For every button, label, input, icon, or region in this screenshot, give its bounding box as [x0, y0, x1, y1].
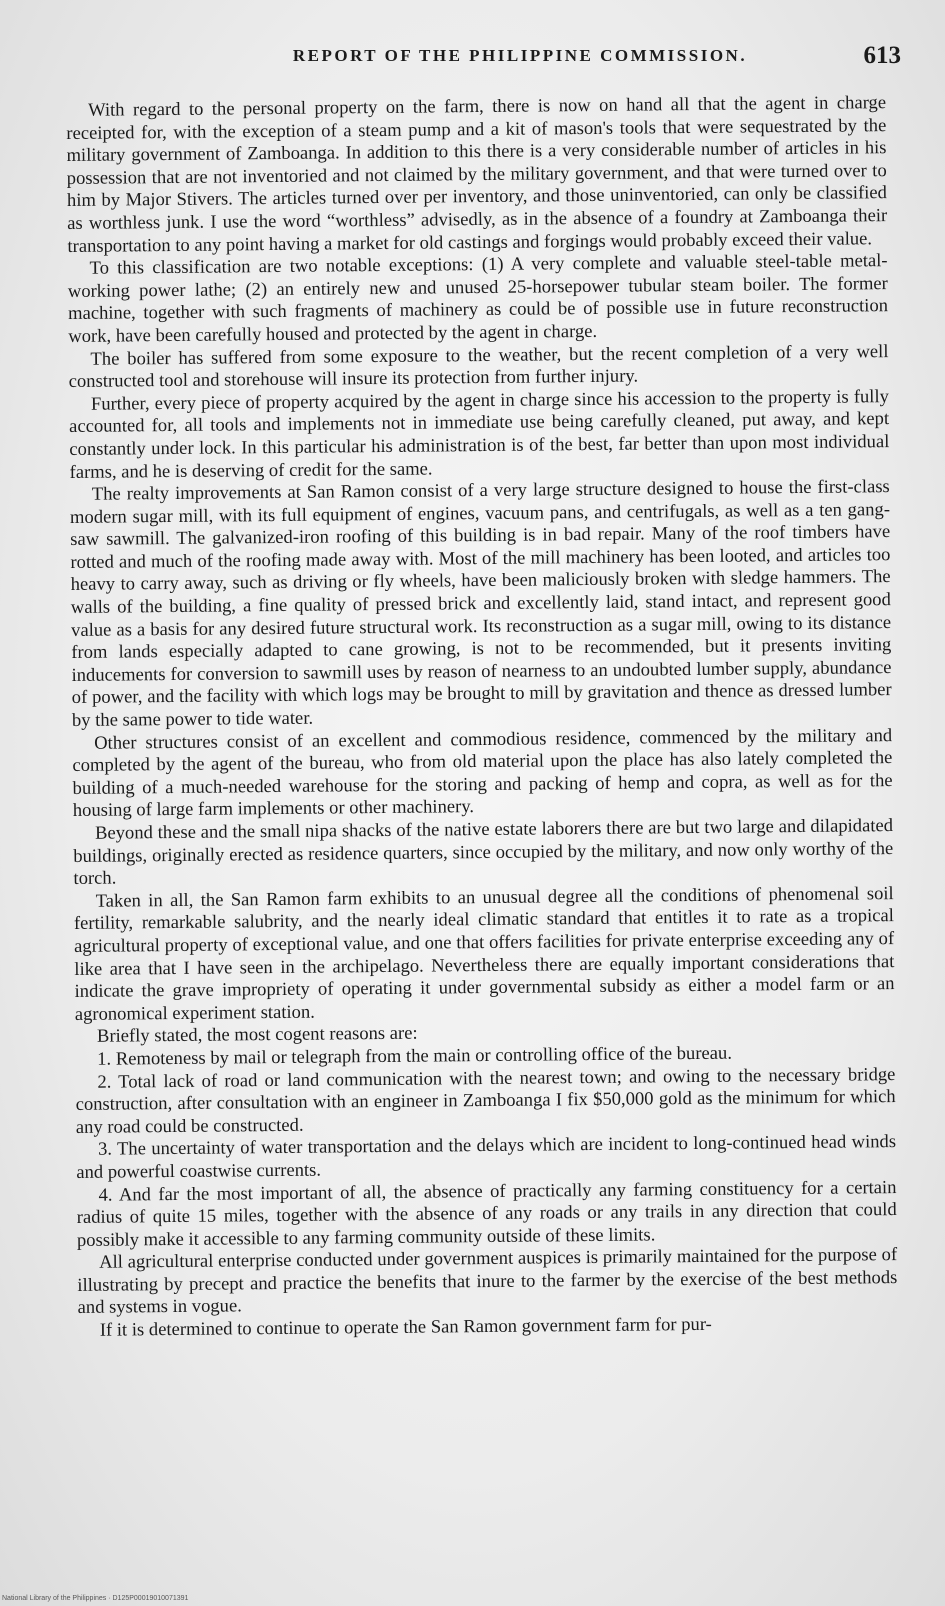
list-item-2: 2. Total lack of road or land communication with the nearest town; and owing to the necessary bridge construction, after consultation with an engineer in Zamboanga I fix $50,000 gold as the minimum for which any road could be constructed. — [75, 1063, 896, 1138]
paragraph-other-structures: Other structures consist of an excellent and commodious residence, commenced by the military and completed by the agent of the bureau, who from old material upon the place has also lately completed the building of a much-needed warehouse for the storing and packing of hemp and copra, as well as for the housing of large farm implements or other machinery. — [72, 724, 893, 822]
list-item-1: 1. Remoteness by mail or telegraph from the main or controlling office of the bureau. — [97, 1042, 733, 1070]
list-item-4: 4. And far the most important of all, the absence of practically any farming constituency for a certain radius of quite 15 miles, together with the absence of any roads or any trails in any direction that could possibly make it accessible to any farming community outside of these limits. — [76, 1176, 897, 1251]
paragraph-boiler: The boiler has suffered from some exposure to the weather, but the recent completion of a very well constructed tool and storehouse will insure its protection from further injury. — [68, 340, 889, 393]
paragraph-continuation: If it is determined to continue to operate the San Ramon government farm for pur- — [99, 1313, 712, 1341]
paragraph-exceptions: To this classification are two notable exceptions: (1) A very complete and valuable steel-table metal-working power lathe; (2) an entirely new and unused 25-horsepower tubular steam boiler. The former machine, together with such fragments of machinery as could be of possible use in future reconstruction work, have been carefully housed and protected by the agent in charge. — [67, 250, 889, 347]
paragraph-personal-property: With regard to the personal property on the farm, there is now on hand all that the agent in charge receipted for, with the exception of a steam pump and a kit of mason's tools that were sequestrated by the military government of Zamboanga. In addition to this there is a very considerable number of articles in his possession that are not inventoried and not claimed by the military government, and that were turned over to him by Major Stivers. The articles turned over per inventory, and those uninventoried, can only be classified as worthless junk. I use the word “worthless” advisedly, as in the absence of a foundry at Zamboanga their transportation to any point having a market for old castings and forgings would probably exceed their value. — [66, 92, 888, 257]
paragraph-agricultural-enterprise: All agricultural enterprise conducted under government auspices is primarily maintained for the purpose of illustrating by precept and practice the benefits that inure to the farmer by the exercise of the best methods and systems in vogue. — [77, 1244, 898, 1319]
running-head: REPORT OF THE PHILIPPINE COMMISSION. — [292, 46, 748, 65]
page-number: 613 — [863, 42, 901, 69]
body-text — [66, 92, 898, 1342]
list-item-3: 3. The uncertainty of water transportation and the delays which are incident to long-continued head winds and powerful coastwise currents. — [76, 1131, 897, 1183]
paragraph-nipa-shacks: Beyond these and the small nipa shacks of the native estate laborers there are but two large and dilapidated buildings, originally erected as residence quarters, since occupied by the military, and now only worthy of the torch. — [73, 815, 894, 890]
paragraph-taken-in-all: Taken in all, the San Ramon farm exhibits to an unusual degree all the conditions of phenomenal soil fertility, remarkable salubrity, and the nearly ideal climatic standard that entitles it to rate as a tropical agricultural property of exceptional value, and one that offers facilities for private enterprise exceeding any of like area that I have seen in the archipelago. Nevertheless there are equally important considerations that indicate the grave impropriety of operating it under governmental subsidy as either a model farm or an agronomical experiment station. — [73, 882, 895, 1025]
page-header — [60, 42, 921, 80]
paragraph-accounting: Further, every piece of property acquired by the agent in charge since his accession to the property is fully accounted for, all tools and implements not in immediate use being carefully cleaned, put away, and kept constantly under lock. In this particular his administration is of the best, far better than upon most individual farms, and he is deserving of credit for the same. — [69, 385, 890, 483]
paragraph-reasons-intro: Briefly stated, the most cogent reasons are: — [96, 1023, 418, 1048]
source-note: National Library of the Philippines · D125P00019010071391 — [2, 1595, 189, 1602]
paragraph-realty: The realty improvements at San Ramon consist of a very large structure designed to house the first-class modern sugar mill, with its full equipment of engines, vacuum pans, and centrifugals, as well as a ten gang-saw sawmill. The galvanized-iron roofing of this building is in bad repair. Many of the roof timbers have rotted and much of the roofing made away with. Most of the mill machinery has been looted, and articles too heavy to carry away, such as driving or fly wheels, have been maliciously broken with sledge hammers. The walls of the building, a fine quality of pressed brick and excellently laid, stand intact, and represent good value as a basis for any desired future structural work. Its reconstruction as a sugar mill, owing to its distance from lands especially adapted to cane growing, is not to be recommended, but it presents inviting inducements for conversion to sawmill uses by reason of nearness to an undoubted lumber supply, abundance of power, and the facility with which logs may be brought to mill by gravitation and thence as dressed lumber by the same power to tide water. — [69, 476, 892, 732]
